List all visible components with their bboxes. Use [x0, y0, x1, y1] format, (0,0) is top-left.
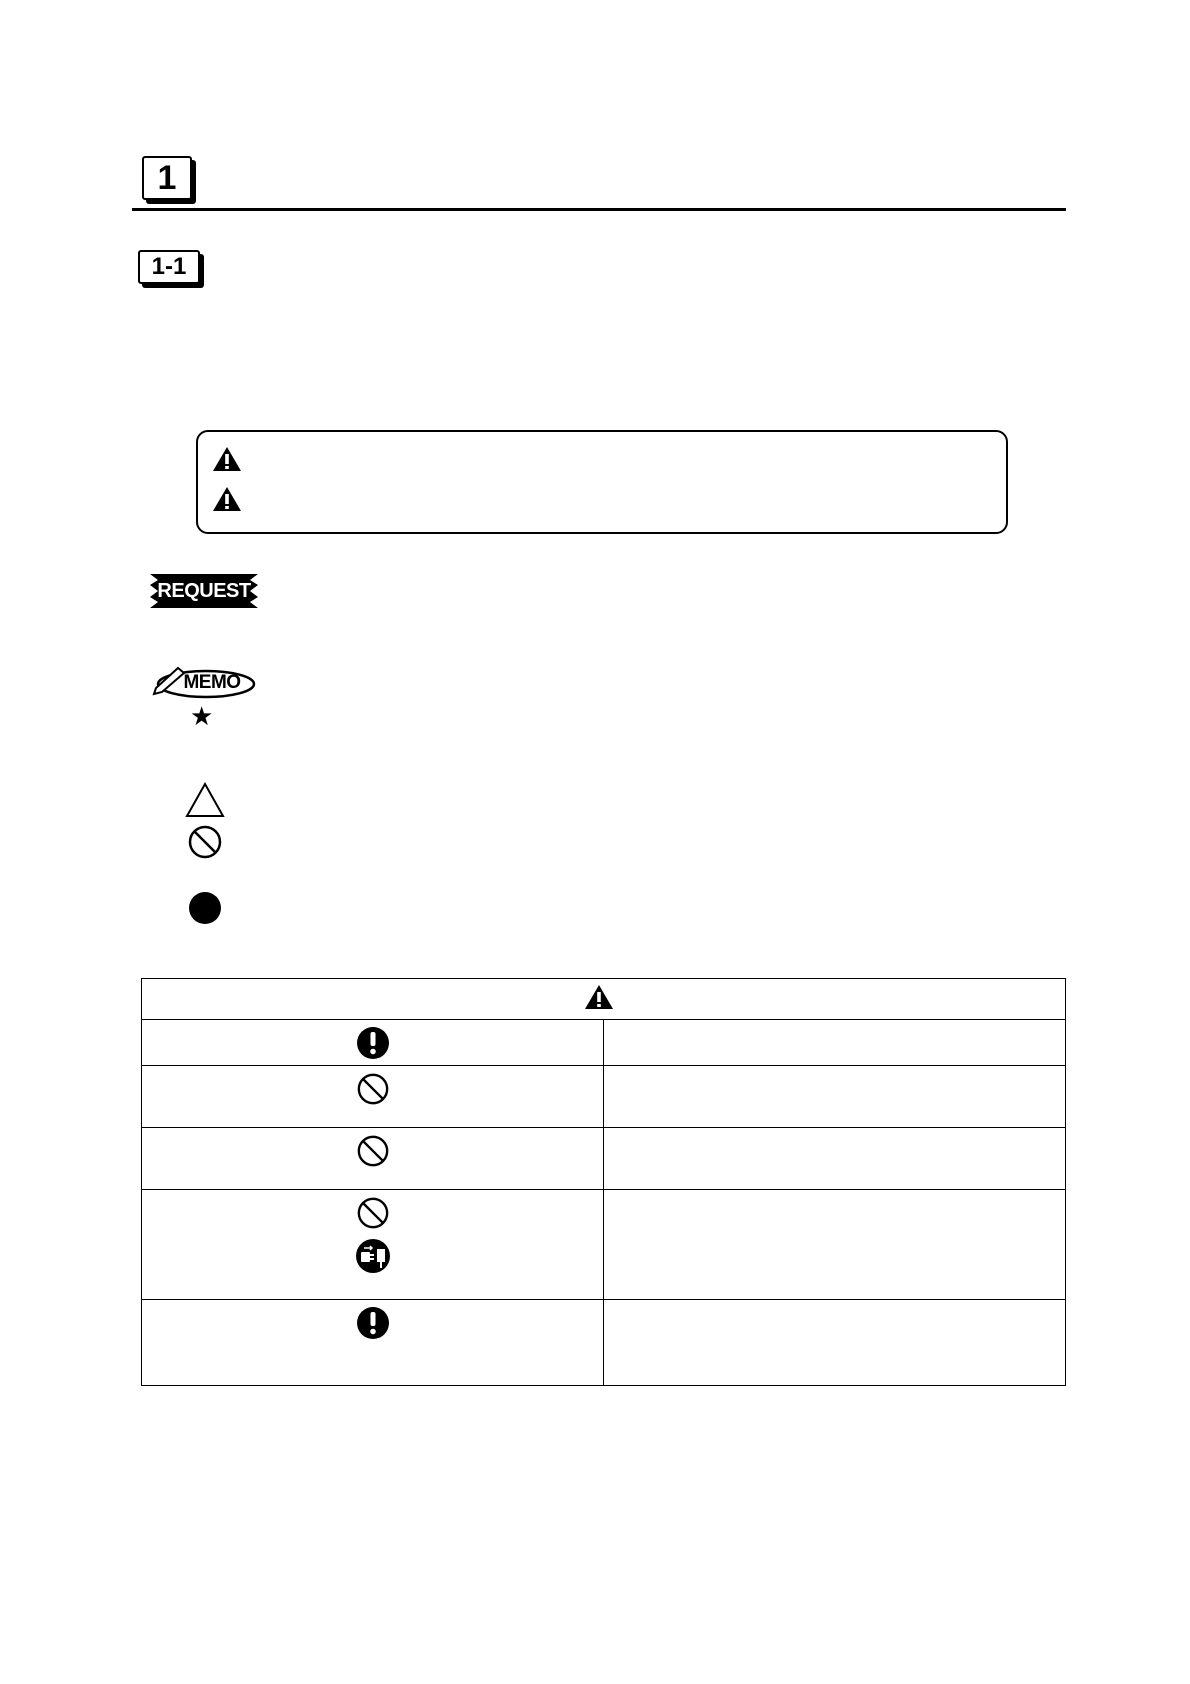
mandatory-exclamation-icon — [356, 1306, 390, 1340]
safety-table — [141, 978, 1066, 1386]
mandatory-exclamation-icon — [356, 1026, 390, 1060]
mandatory-action-icon — [187, 890, 223, 926]
table-row — [142, 1128, 1066, 1190]
chapter-divider — [132, 208, 1066, 211]
warning-triangle-icon — [584, 984, 614, 1010]
request-badge-label: REQUEST — [157, 580, 251, 602]
section-number-tab: 1-1 — [138, 250, 200, 284]
table-row-icon-cell — [142, 1066, 604, 1128]
table-row-icon-cell — [142, 1020, 604, 1066]
table-row — [142, 1066, 1066, 1128]
table-row — [142, 1300, 1066, 1386]
table-row-icon-cell — [142, 1128, 604, 1190]
prohibited-icon — [356, 1134, 390, 1168]
chapter-number-tab: 1 — [142, 156, 192, 200]
memo-badge-label: MEMO — [183, 672, 241, 693]
prohibited-icon — [356, 1072, 390, 1106]
signal-row-warning — [212, 444, 256, 474]
table-row-text — [604, 1128, 1066, 1190]
warning-triangle-icon — [212, 446, 242, 472]
table-row-text — [604, 1020, 1066, 1066]
table-row-icon-cell — [142, 1190, 604, 1300]
request-badge — [150, 574, 258, 608]
caution-triangle-icon — [185, 782, 225, 818]
star-icon: ★ — [190, 702, 214, 732]
signal-word-box — [196, 430, 1008, 534]
table-row — [142, 1190, 1066, 1300]
table-row-text — [604, 1190, 1066, 1300]
table-row-text — [604, 1066, 1066, 1128]
unplug-icon — [355, 1238, 391, 1274]
safety-table-header-row — [142, 979, 1066, 1020]
prohibited-icon — [356, 1196, 390, 1230]
table-row — [142, 1020, 1066, 1066]
warning-triangle-icon — [212, 486, 242, 512]
signal-row-caution — [212, 484, 256, 514]
safety-table-header — [142, 979, 1066, 1020]
memo-badge — [152, 664, 256, 700]
table-row-icon-cell — [142, 1300, 604, 1386]
prohibited-icon — [187, 824, 223, 860]
table-row-text — [604, 1300, 1066, 1386]
